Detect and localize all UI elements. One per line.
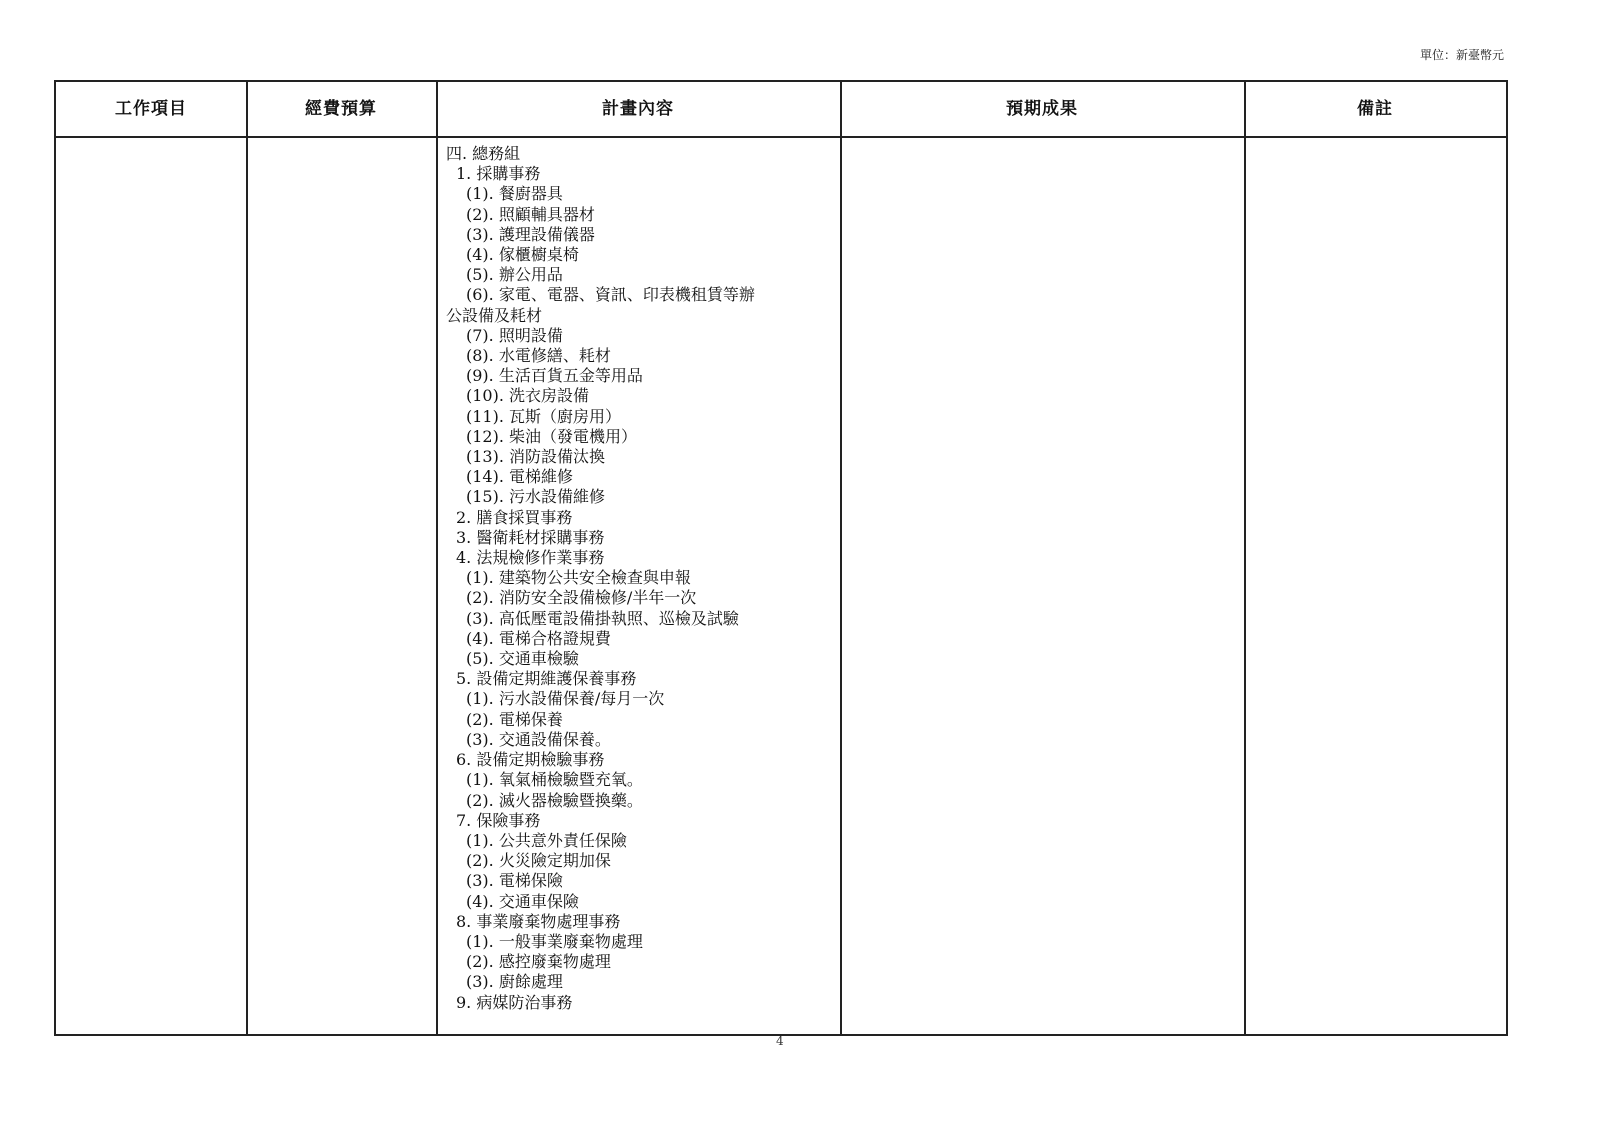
- plan-line: (2). 感控廢棄物處理: [466, 952, 611, 972]
- page-number: 4: [776, 1034, 784, 1048]
- plan-line: (6). 家電、電器、資訊、印表機租賃等辦: [466, 285, 755, 305]
- plan-line: (3). 高低壓電設備掛執照、巡檢及試驗: [466, 608, 739, 628]
- plan-line: 四. 總務組: [446, 144, 521, 163]
- plan-line: (5). 辦公用品: [466, 265, 563, 285]
- plan-line: 公設備及耗材: [446, 305, 543, 325]
- plan-table: [54, 80, 1508, 1036]
- plan-line: (4). 交通車保險: [466, 891, 579, 911]
- plan-line: (2). 電梯保養: [466, 709, 563, 729]
- plan-line: (2). 照顧輔具器材: [466, 204, 595, 224]
- plan-line: (1). 一般事業廢棄物處理: [466, 931, 643, 951]
- plan-line: (2). 火災險定期加保: [466, 851, 611, 871]
- header-remarks: 備註: [1357, 99, 1393, 119]
- plan-line: (4). 傢櫃櫥桌椅: [466, 245, 579, 265]
- column-divider: [436, 82, 438, 1034]
- plan-line: (1). 餐廚器具: [466, 184, 563, 204]
- plan-line: (1). 公共意外責任保險: [466, 830, 627, 850]
- plan-line: (8). 水電修繕、耗材: [466, 346, 611, 366]
- plan-line: (1). 氧氣桶檢驗暨充氧。: [466, 770, 643, 790]
- plan-line: (2). 消防安全設備檢修/半年一次: [466, 588, 697, 608]
- plan-line: 5. 設備定期維護保養事務: [456, 669, 637, 689]
- plan-line: 8. 事業廢棄物處理事務: [456, 911, 621, 931]
- plan-line: (10). 洗衣房設備: [466, 386, 590, 406]
- plan-line: (3). 護理設備儀器: [466, 224, 595, 244]
- plan-line: (3). 廚餘處理: [466, 972, 563, 992]
- plan-line: 7. 保險事務: [456, 810, 541, 830]
- plan-line: 4. 法規檢修作業事務: [456, 548, 605, 568]
- plan-line: 1. 採購事務: [456, 164, 541, 184]
- plan-line: (11). 瓦斯（廚房用）: [466, 406, 622, 426]
- plan-line: 3. 醫衛耗材採購事務: [456, 527, 605, 547]
- header-work-item: 工作項目: [115, 99, 187, 119]
- plan-line: (7). 照明設備: [466, 325, 563, 345]
- plan-line: (15). 污水設備維修: [466, 487, 606, 507]
- unit-note: 單位：新臺幣元: [1420, 48, 1505, 62]
- plan-line: (1). 污水設備保養/每月一次: [466, 689, 665, 709]
- plan-content-list: [446, 144, 842, 1013]
- plan-line: (1). 建築物公共安全檢查與申報: [466, 568, 691, 588]
- plan-line: 6. 設備定期檢驗事務: [456, 750, 605, 770]
- plan-line: (4). 電梯合格證規費: [466, 628, 611, 648]
- plan-line: (3). 電梯保險: [466, 871, 563, 891]
- plan-line: (14). 電梯維修: [466, 467, 574, 487]
- plan-line: 9. 病媒防治事務: [456, 992, 573, 1012]
- header-expected-result: 預期成果: [1006, 99, 1078, 119]
- plan-line: (12). 柴油（發電機用）: [466, 426, 638, 446]
- plan-line: (13). 消防設備汰換: [466, 447, 606, 467]
- plan-line: 2. 膳食採買事務: [456, 507, 573, 527]
- plan-line: (5). 交通車檢驗: [466, 649, 579, 669]
- plan-line: (9). 生活百貨五金等用品: [466, 366, 643, 386]
- column-divider: [246, 82, 248, 1034]
- plan-line: (2). 滅火器檢驗暨換藥。: [466, 790, 643, 810]
- header-plan-content: 計畫內容: [602, 99, 674, 119]
- column-divider: [1244, 82, 1246, 1034]
- header-divider: [56, 136, 1506, 138]
- plan-line: (3). 交通設備保養。: [466, 729, 611, 749]
- header-budget: 經費預算: [305, 99, 377, 119]
